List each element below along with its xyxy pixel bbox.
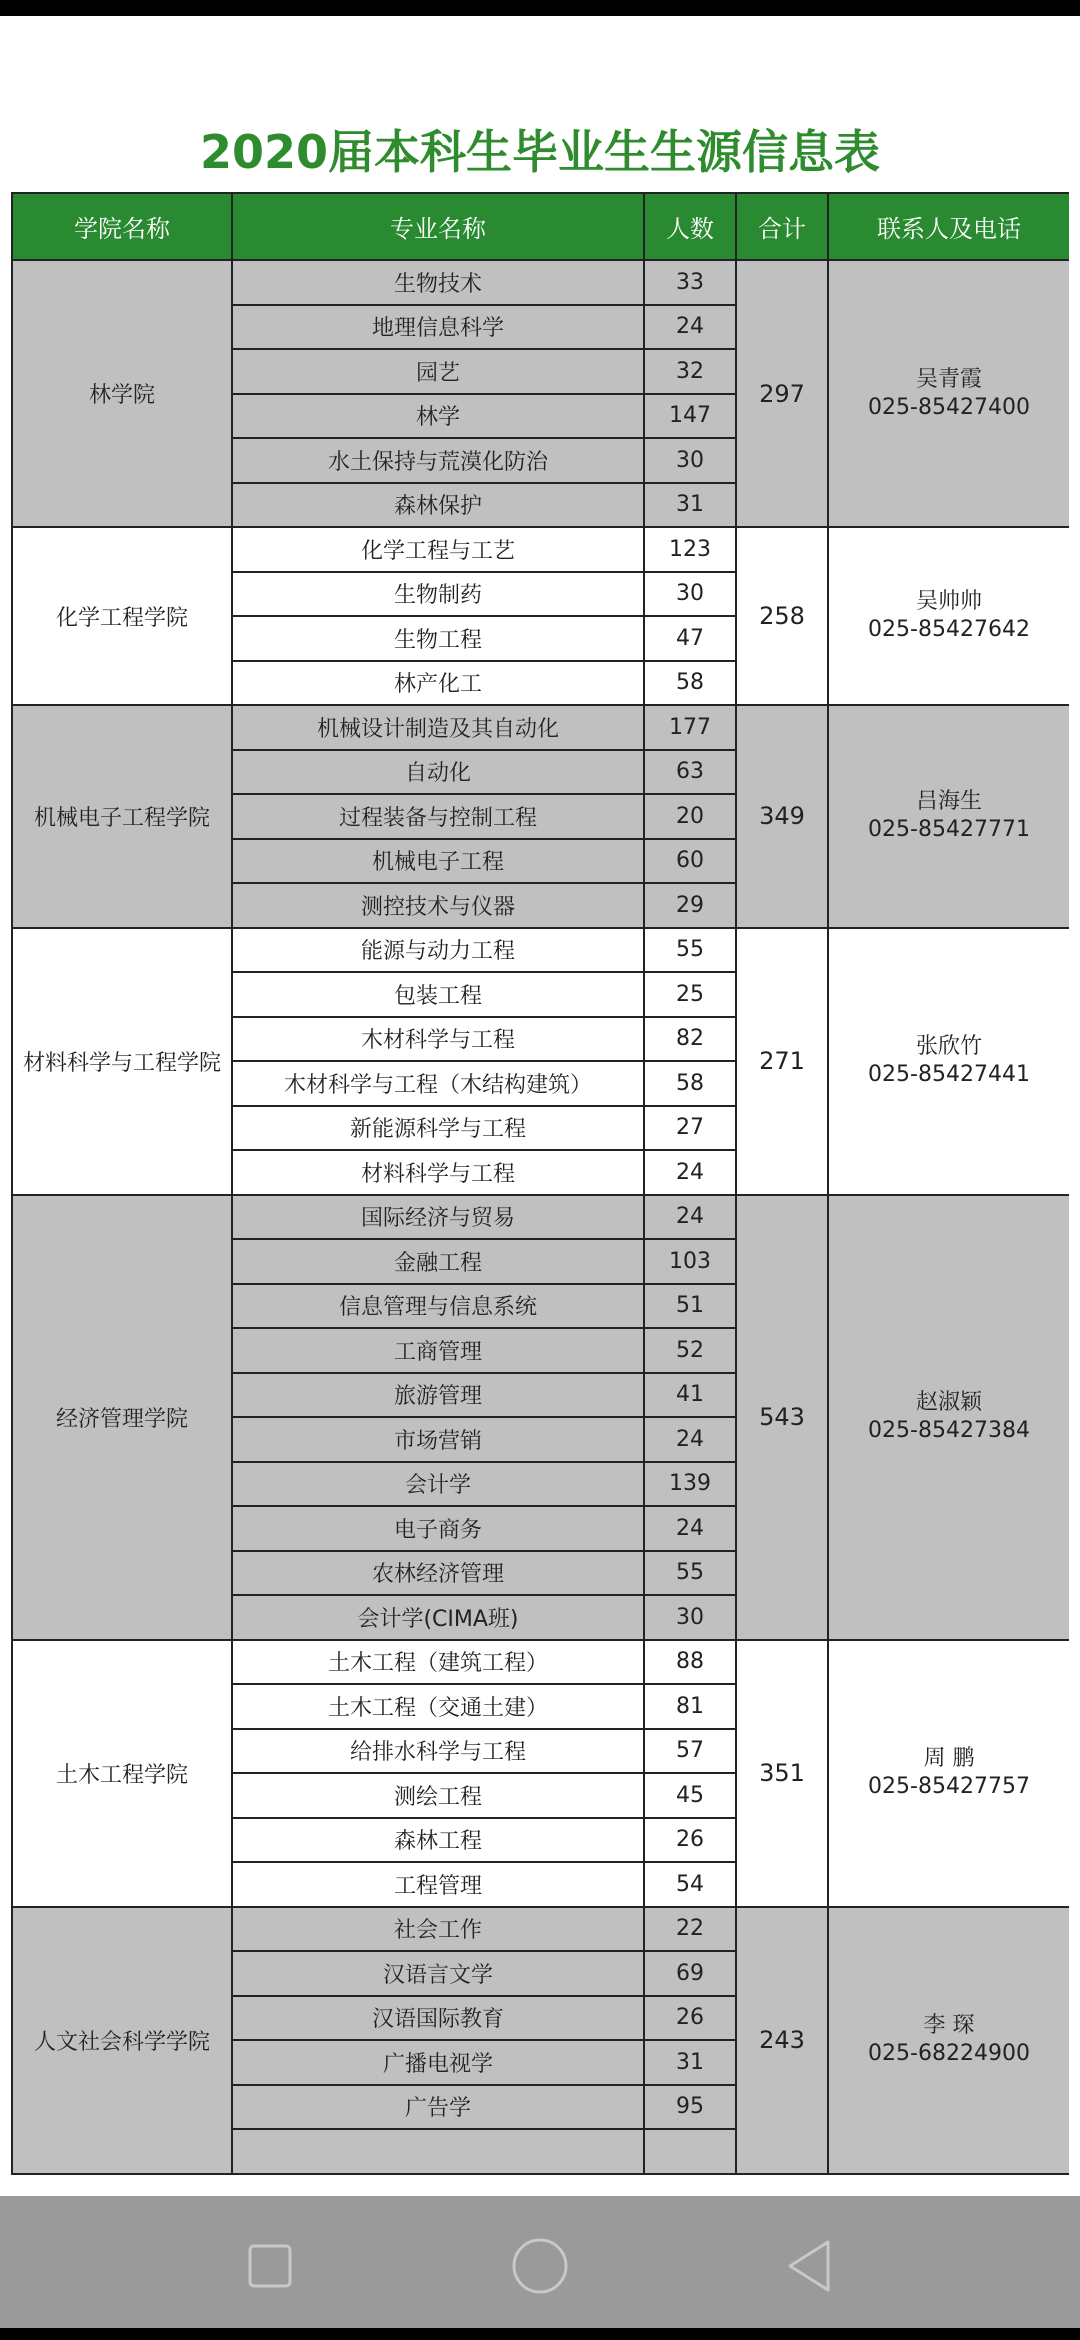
major-count: 29 xyxy=(644,883,736,928)
college-total: 258 xyxy=(736,527,828,705)
college-name: 材料科学与工程学院 xyxy=(12,928,232,1195)
major-count: 58 xyxy=(644,1061,736,1106)
table-row xyxy=(12,1195,1069,1240)
major-count: 177 xyxy=(644,705,736,750)
bottom-strip xyxy=(0,2328,1080,2340)
major-name: 市场营销 xyxy=(232,1417,644,1462)
contact-cell xyxy=(828,260,1069,527)
major-count: 27 xyxy=(644,1106,736,1151)
major-count: 30 xyxy=(644,438,736,483)
major-count: 31 xyxy=(644,483,736,528)
college-name: 土木工程学院 xyxy=(12,1640,232,1907)
contact-phone: 025-85427757 xyxy=(868,1774,1030,1799)
major-count: 20 xyxy=(644,794,736,839)
major-count: 24 xyxy=(644,1195,736,1240)
home-icon[interactable] xyxy=(510,2236,570,2296)
major-name: 信息管理与信息系统 xyxy=(232,1284,644,1329)
contact-name: 吴青霞 xyxy=(915,366,982,392)
major-name: 生物工程 xyxy=(232,616,644,661)
major-name: 林学 xyxy=(232,394,644,439)
major-name: 化学工程与工艺 xyxy=(232,527,644,572)
major-name: 自动化 xyxy=(232,750,644,795)
major-name: 汉语国际教育 xyxy=(232,1996,644,2041)
college-total: 243 xyxy=(736,1907,828,2174)
graduate-source-table xyxy=(11,192,1069,2175)
major-name: 机械设计制造及其自动化 xyxy=(232,705,644,750)
college-name: 人文社会科学学院 xyxy=(12,1907,232,2174)
table-viewport[interactable] xyxy=(11,192,1069,2196)
major-count: 26 xyxy=(644,1996,736,2041)
contact-cell xyxy=(828,928,1069,1195)
contact-name: 周 鹏 xyxy=(923,1746,975,1771)
major-name: 能源与动力工程 xyxy=(232,928,644,973)
major-name: 汉语言文学 xyxy=(232,1951,644,1996)
college-name: 林学院 xyxy=(12,260,232,527)
major-name: 农林经济管理 xyxy=(232,1551,644,1596)
major-count: 22 xyxy=(644,1907,736,1952)
major-count: 81 xyxy=(644,1684,736,1729)
major-name: 测控技术与仪器 xyxy=(232,883,644,928)
major-count: 147 xyxy=(644,394,736,439)
college-name: 机械电子工程学院 xyxy=(12,705,232,928)
major-count: 54 xyxy=(644,1862,736,1907)
major-count: 24 xyxy=(644,1150,736,1195)
major-count: 41 xyxy=(644,1373,736,1418)
header-college: 学院名称 xyxy=(12,193,232,260)
major-count: 69 xyxy=(644,1951,736,1996)
major-count: 25 xyxy=(644,972,736,1017)
contact-phone: 025-85427384 xyxy=(868,1418,1030,1443)
contact-cell xyxy=(828,527,1069,705)
contact-name: 吕海生 xyxy=(915,789,982,815)
major-name: 森林工程 xyxy=(232,1818,644,1863)
major-count: 33 xyxy=(644,260,736,305)
college-total: 297 xyxy=(736,260,828,527)
contact-phone: 025-68224900 xyxy=(868,2041,1030,2066)
contact-cell xyxy=(828,705,1069,928)
major-name: 国际经济与贸易 xyxy=(232,1195,644,1240)
contact-name: 吴帅帅 xyxy=(915,589,982,614)
major-count: 30 xyxy=(644,572,736,617)
major-name: 森林保护 xyxy=(232,483,644,528)
table-body xyxy=(12,260,1069,2174)
major-count: 88 xyxy=(644,1640,736,1685)
major-name: 旅游管理 xyxy=(232,1373,644,1418)
header-count: 人数 xyxy=(644,193,736,260)
recent-apps-icon[interactable] xyxy=(240,2236,300,2296)
major-count: 55 xyxy=(644,1551,736,1596)
major-name: 机械电子工程 xyxy=(232,839,644,884)
table-row xyxy=(12,1907,1069,1952)
major-count: 51 xyxy=(644,1284,736,1329)
contact-phone: 025-85427441 xyxy=(868,1062,1030,1087)
major-name: 园艺 xyxy=(232,349,644,394)
college-total: 349 xyxy=(736,705,828,928)
major-name: 工商管理 xyxy=(232,1328,644,1373)
major-count: 30 xyxy=(644,1595,736,1640)
status-bar xyxy=(0,0,1080,16)
major-count: 31 xyxy=(644,2040,736,2085)
major-count: 47 xyxy=(644,616,736,661)
major-count: 45 xyxy=(644,1773,736,1818)
contact-phone: 025-85427642 xyxy=(868,617,1030,642)
contact-phone: 025-85427400 xyxy=(868,394,1030,420)
header-contact: 联系人及电话 xyxy=(828,193,1069,260)
major-name: 包装工程 xyxy=(232,972,644,1017)
major-count: 24 xyxy=(644,1506,736,1551)
major-name: 广播电视学 xyxy=(232,2040,644,2085)
major-count: 26 xyxy=(644,1818,736,1863)
back-icon[interactable] xyxy=(780,2236,840,2296)
major-name: 社会工作 xyxy=(232,1907,644,1952)
contact-name: 张欣竹 xyxy=(915,1034,982,1059)
major-name: 土木工程（交通土建） xyxy=(232,1684,644,1729)
major-name: 木材科学与工程 xyxy=(232,1017,644,1062)
major-name: 生物制药 xyxy=(232,572,644,617)
major-name: 木材科学与工程（木结构建筑） xyxy=(232,1061,644,1106)
major-count: 52 xyxy=(644,1328,736,1373)
major-count: 82 xyxy=(644,1017,736,1062)
major-count: 103 xyxy=(644,1239,736,1284)
major-name: 电子商务 xyxy=(232,1506,644,1551)
major-name: 水土保持与荒漠化防治 xyxy=(232,438,644,483)
major-count xyxy=(644,2129,736,2174)
major-count: 58 xyxy=(644,661,736,706)
major-name: 材料科学与工程 xyxy=(232,1150,644,1195)
table-row xyxy=(12,527,1069,572)
major-name: 会计学(CIMA班) xyxy=(232,1595,644,1640)
contact-cell xyxy=(828,1640,1069,1907)
major-count: 24 xyxy=(644,1417,736,1462)
table-row xyxy=(12,928,1069,973)
major-count: 60 xyxy=(644,839,736,884)
major-count: 63 xyxy=(644,750,736,795)
major-count: 95 xyxy=(644,2085,736,2130)
college-total: 271 xyxy=(736,928,828,1195)
table-row xyxy=(12,705,1069,750)
major-count: 139 xyxy=(644,1462,736,1507)
contact-name: 赵淑颖 xyxy=(915,1390,982,1415)
contact-cell xyxy=(828,1195,1069,1640)
major-name: 土木工程（建筑工程） xyxy=(232,1640,644,1685)
contact-phone: 025-85427771 xyxy=(868,817,1030,843)
major-name: 工程管理 xyxy=(232,1862,644,1907)
major-name: 金融工程 xyxy=(232,1239,644,1284)
major-count: 55 xyxy=(644,928,736,973)
major-name: 新能源科学与工程 xyxy=(232,1106,644,1151)
major-count: 24 xyxy=(644,305,736,350)
major-name: 会计学 xyxy=(232,1462,644,1507)
major-count: 123 xyxy=(644,527,736,572)
major-name: 生物技术 xyxy=(232,260,644,305)
major-name: 广告学 xyxy=(232,2085,644,2130)
major-count: 32 xyxy=(644,349,736,394)
college-name: 经济管理学院 xyxy=(12,1195,232,1640)
major-name: 过程装备与控制工程 xyxy=(232,794,644,839)
table-row xyxy=(12,1640,1069,1685)
college-total: 543 xyxy=(736,1195,828,1640)
navigation-bar xyxy=(0,2196,1080,2328)
major-name: 测绘工程 xyxy=(232,1773,644,1818)
contact-name: 李 琛 xyxy=(923,2013,975,2038)
major-count: 57 xyxy=(644,1729,736,1774)
major-name: 林产化工 xyxy=(232,661,644,706)
major-name: 地理信息科学 xyxy=(232,305,644,350)
table-row xyxy=(12,260,1069,305)
header-total: 合计 xyxy=(736,193,828,260)
college-total: 351 xyxy=(736,1640,828,1907)
major-name: 给排水科学与工程 xyxy=(232,1729,644,1774)
major-name xyxy=(232,2129,644,2174)
page-title: 2020届本科生毕业生生源信息表 xyxy=(199,125,881,179)
header-major: 专业名称 xyxy=(232,193,644,260)
table-header-row xyxy=(12,193,1069,260)
contact-cell xyxy=(828,1907,1069,2174)
college-name: 化学工程学院 xyxy=(12,527,232,705)
